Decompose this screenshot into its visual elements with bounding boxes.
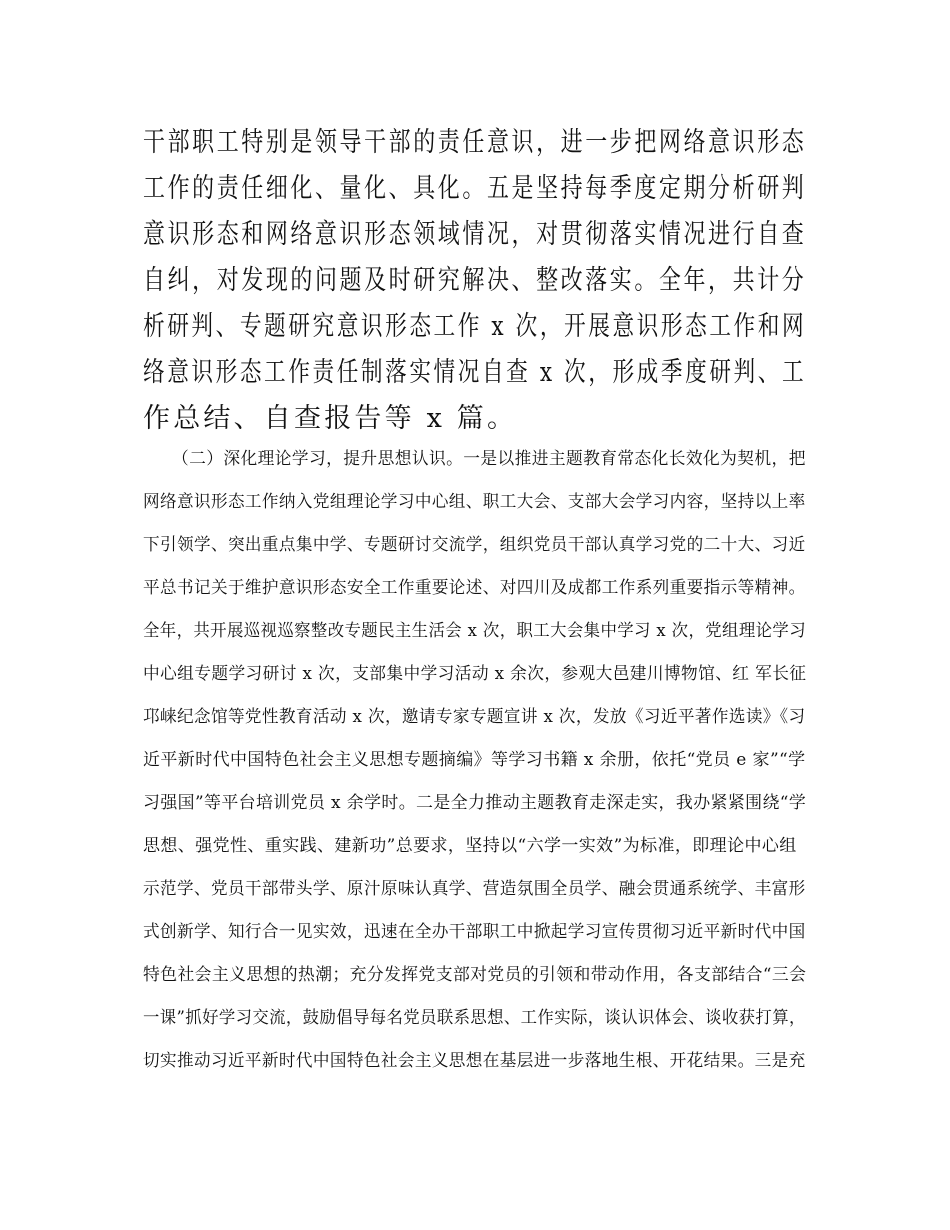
paragraph-1-line: 工作的责任细化、量化、具化。五是坚持每季度定期分析研判 [143, 173, 807, 204]
paragraph-1-line: 络意识形态工作责任制落实情况自查 x 次，形成季度研判、工 [143, 357, 807, 388]
paragraph-1-line: 作总结、自查报告等 x 篇。 [143, 403, 518, 434]
paragraph-2-line: 平总书记关于维护意识形态安全工作重要论述、对四川及成都工作系列重要指示等精神。 [143, 578, 806, 598]
paragraph-2-line: 习强国”等平台培训党员 x 余学时。二是全力推动主题教育走深走实，我办紧紧围绕“学 [143, 793, 807, 813]
paragraph-2-line: （二）深化理论学习，提升思想认识。一是以推进主题教育常态化长效化为契机，把 [172, 449, 806, 469]
paragraph-1-line: 析研判、专题研究意识形态工作 x 次，开展意识形态工作和网 [143, 311, 807, 342]
paragraph-2-line: 式创新学、知行合一见实效，迅速在全办干部职工中掀起学习宣传贯彻习近平新时代中国 [143, 922, 806, 942]
paragraph-2-line: 思想、强党性、重实践、建新功”总要求，坚持以“六学一实效”为标准，即理论中心组 [143, 836, 797, 856]
paragraph-1-line: 自纠，对发现的问题及时研究解决、整改落实。全年，共计分 [143, 265, 807, 296]
paragraph-1-line: 意识形态和网络意识形态领域情况，对贯彻落实情况进行自查 [143, 219, 807, 250]
paragraph-2-line: 切实推动习近平新时代中国特色社会主义思想在基层进一步落地生根、开花结果。三是充 [143, 1051, 806, 1071]
paragraph-2-line: 一课”抓好学习交流，鼓励倡导每名党员联系思想、工作实际，谈认识体会、谈收获打算， [143, 1008, 806, 1028]
paragraph-1-line: 干部职工特别是领导干部的责任意识，进一步把网络意识形态 [143, 127, 807, 158]
paragraph-2-line: 全年，共开展巡视巡察整改专题民主生活会 x 次，职工大会集中学习 x 次，党组理论学习 [143, 621, 807, 641]
paragraph-2-line: 中心组专题学习研讨 x 次，支部集中学习活动 x 余次，参观大邑建川博物馆、红 军长征 [143, 664, 807, 684]
paragraph-2-line: 网络意识形态工作纳入党组理论学习中心组、职工大会、支部大会学习内容，坚持以上率 [143, 492, 806, 512]
paragraph-2-line: 近平新时代中国特色社会主义思想专题摘编》等学习书籍 x 余册，依托“党员 e 家”“学 [143, 750, 806, 770]
paragraph-2-line: 下引领学、突出重点集中学、专题研讨交流学，组织党员干部认真学习党的二十大、习近 [143, 535, 806, 555]
paragraph-2-line: 邛崃纪念馆等党性教育活动 x 次，邀请专家专题宣讲 x 次，发放《习近平著作选读》《习 [143, 707, 806, 727]
paragraph-2-line: 示范学、党员干部带头学、原汁原味认真学、营造氛围全员学、融会贯通系统学、丰富形 [143, 879, 806, 899]
paragraph-2-line: 特色社会主义思想的热潮；充分发挥党支部对党员的引领和带动作用，各支部结合“三会 [143, 965, 807, 985]
